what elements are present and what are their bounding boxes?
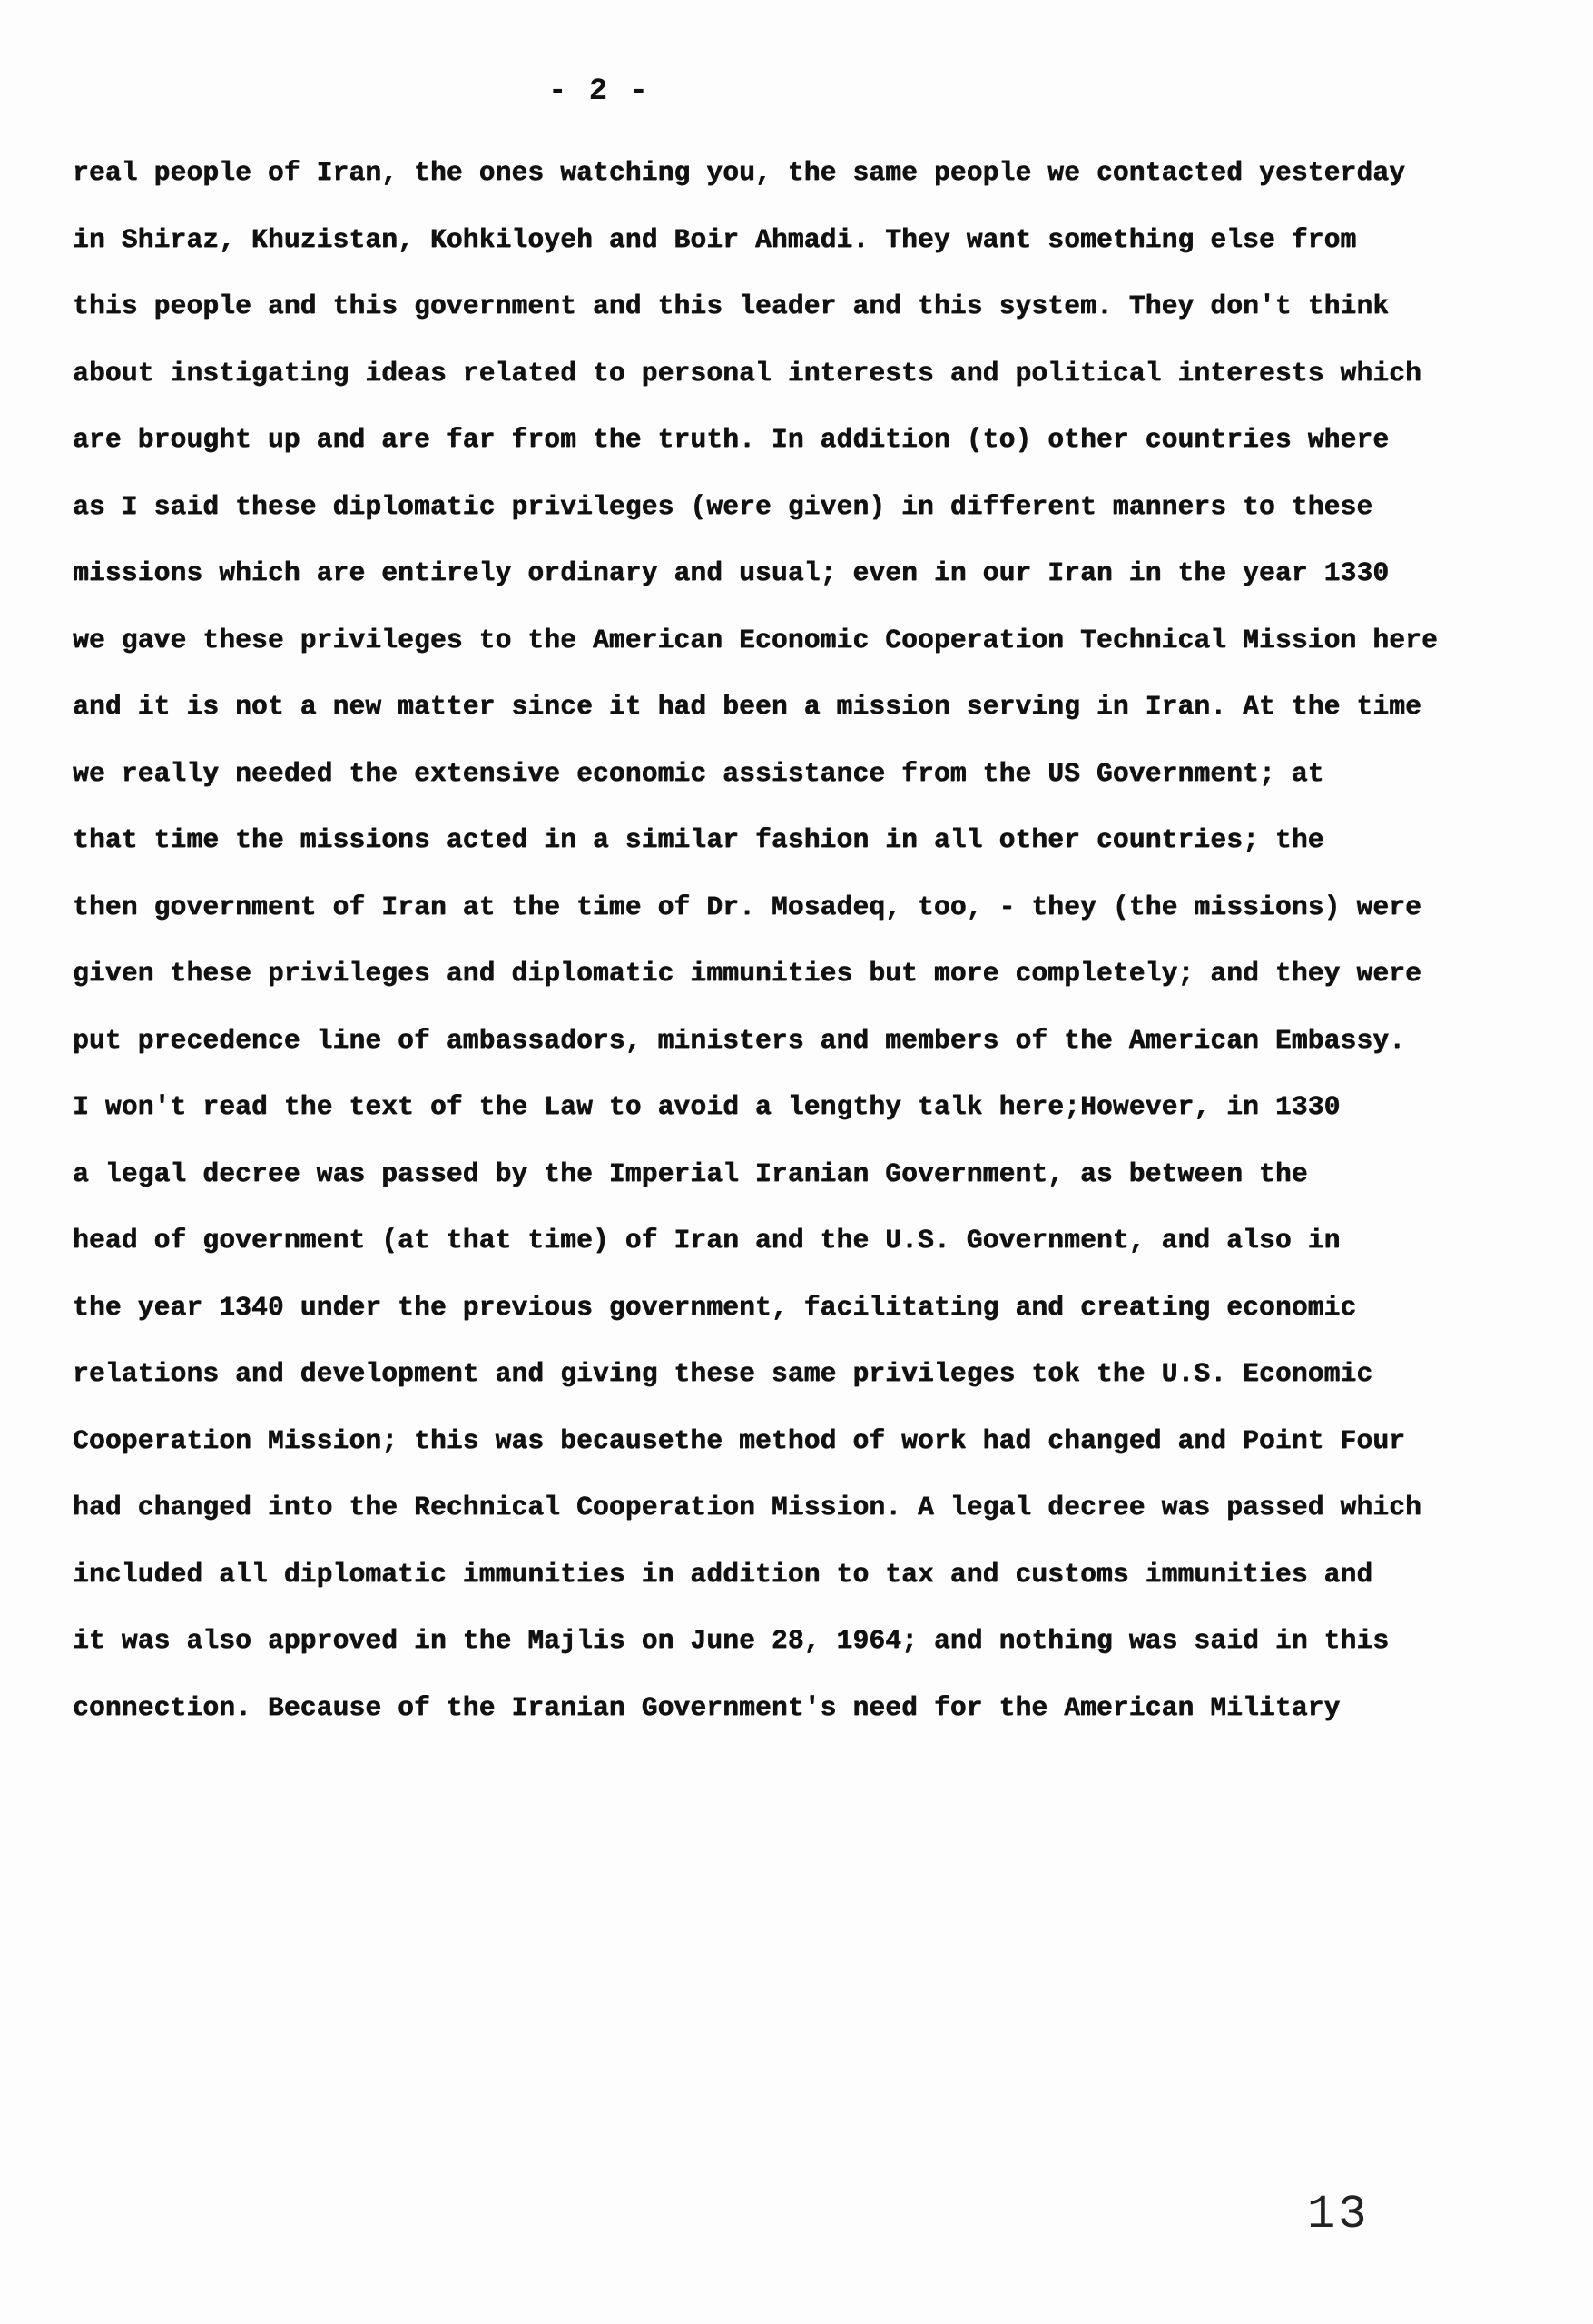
text-line: that time the missions acted in a similar fashion in all other countries; the <box>73 824 1324 855</box>
text-line: then government of Iran at the time of Dr. Mosadeq, too, - they (the missions) were <box>73 891 1421 922</box>
text-line: we gave these privileges to the American Economic Cooperation Technical Mission here <box>73 624 1438 655</box>
text-line: and it is not a new matter since it had been a mission serving in Iran. At the time <box>73 691 1421 722</box>
page-marker: - 2 - <box>547 74 651 109</box>
text-line: connection. Because of the Iranian Government's need for the American Military <box>73 1691 1341 1723</box>
text-line: are brought up and are far from the truth. In addition (to) other countries where <box>73 424 1390 455</box>
text-line: real people of Iran, the ones watching you, the same people we contacted yesterday <box>73 157 1406 188</box>
text-line: in Shiraz, Khuzistan, Kohkiloyeh and Boir Ahmadi. They want something else from <box>73 223 1357 255</box>
text-line: I won't read the text of the Law to avoid a lengthy talk here;However, in 1330 <box>73 1091 1341 1122</box>
text-line: this people and this government and this leader and this system. They don't think <box>73 290 1390 321</box>
text-line: put precedence line of ambassadors, ministers and members of the American Embassy. <box>73 1024 1406 1056</box>
text-line: a legal decree was passed by the Imperial Iranian Government, as between the <box>73 1157 1308 1189</box>
text-line: as I said these diplomatic privileges (were given) in different manners to these <box>73 490 1373 522</box>
text-line: missions which are entirely ordinary and usual; even in our Iran in the year 1330 <box>73 557 1390 588</box>
text-line: given these privileges and diplomatic immunities but more completely; and they were <box>73 958 1421 989</box>
text-line: relations and development and giving these same privileges tok the U.S. Economic <box>73 1358 1373 1389</box>
text-line: included all diplomatic immunities in addition to tax and customs immunities and <box>73 1558 1373 1590</box>
text-line: about instigating ideas related to personal interests and political interests which <box>73 357 1421 389</box>
text-line: it was also approved in the Majlis on June 28, 1964; and nothing was said in this <box>73 1625 1390 1656</box>
text-line: had changed into the Rechnical Cooperation Mission. A legal decree was passed which <box>73 1492 1421 1522</box>
text-line: head of government (at that time) of Iran and the U.S. Government, and also in <box>73 1225 1341 1256</box>
text-line: the year 1340 under the previous government, facilitating and creating economic <box>73 1291 1357 1323</box>
text-line: we really needed the extensive economic assistance from the US Government; at <box>73 757 1324 789</box>
text-line: Cooperation Mission; this was becausethe method of work had changed and Point Four <box>73 1424 1406 1456</box>
page-number: 13 <box>1307 2188 1370 2241</box>
document-body <box>73 140 1489 1741</box>
